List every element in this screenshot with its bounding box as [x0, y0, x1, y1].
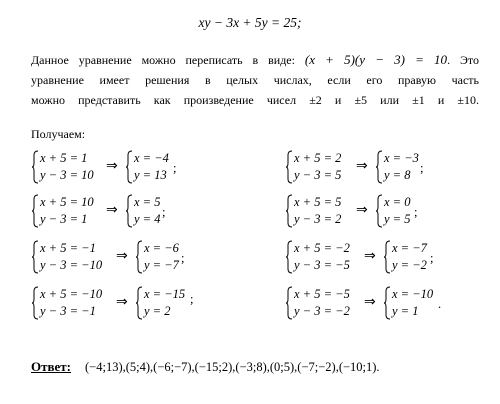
explanation-line-1-tail: . Это — [447, 53, 479, 67]
left-brace-icon — [286, 150, 293, 184]
system-eq-2: y − 3 = −5 — [294, 258, 350, 272]
left-brace-icon — [32, 194, 39, 228]
left-brace-icon — [126, 194, 133, 228]
left-brace-icon — [32, 150, 39, 184]
left-brace-icon — [286, 194, 293, 228]
system-eq-2: y − 3 = −10 — [40, 258, 103, 272]
system-eq-1: x + 5 = −10 — [40, 287, 103, 301]
left-brace-icon — [384, 240, 391, 274]
solution-x: x = −7 — [392, 241, 427, 255]
system-eq-2: y − 3 = −2 — [294, 304, 350, 318]
answer-label: Ответ: — [31, 359, 72, 374]
left-brace-icon — [286, 240, 293, 274]
system-eq-1: x + 5 = −2 — [294, 241, 350, 255]
left-brace-icon — [32, 240, 39, 274]
separator: . — [438, 297, 442, 311]
system-eq-2: y − 3 = 2 — [294, 212, 342, 226]
solution-y: y = 4 — [134, 212, 161, 226]
left-brace-icon — [32, 286, 39, 320]
explanation-line-1 — [31, 50, 479, 70]
separator: ; — [162, 205, 166, 219]
solution-y: y = 8 — [384, 168, 411, 182]
separator: ; — [430, 251, 434, 265]
separator: ; — [173, 161, 177, 175]
explanation-line-2: уравнение имеет решения в целых числах, если его правую часть — [31, 73, 479, 87]
main-equation: xy − 3x + 5y = 25; — [198, 15, 302, 30]
solution-y: y = 5 — [384, 212, 411, 226]
separator: ; — [414, 205, 418, 219]
solution-x: x = 5 — [134, 195, 161, 209]
left-brace-icon — [376, 150, 383, 184]
answer-pairs: (−4;13),(5;4),(−6;−7),(−15;2),(−3;8),(0;5),(−7;−2),(−10;1) — [85, 360, 377, 374]
implies-arrow-icon: ⇒ — [356, 202, 368, 218]
explanation-line-3: можно представить как произведение чисел ±2 и ±5 или ±1 и ±10. — [31, 93, 479, 107]
separator: ; — [190, 292, 194, 306]
implies-arrow-icon: ⇒ — [106, 158, 118, 174]
system-eq-2: y − 3 = −1 — [40, 304, 96, 318]
implies-arrow-icon: ⇒ — [106, 202, 118, 218]
system-eq-2: y − 3 = 10 — [40, 168, 94, 182]
implies-arrow-icon: ⇒ — [364, 248, 376, 264]
left-brace-icon — [384, 286, 391, 320]
left-brace-icon — [126, 150, 133, 184]
left-brace-icon — [136, 240, 143, 274]
factored-equation: (x + 5)(y − 3) = 10 — [304, 52, 448, 67]
system-eq-1: x + 5 = −1 — [40, 241, 96, 255]
system-eq-2: y − 3 = 1 — [40, 212, 88, 226]
solution-y: y = 1 — [392, 304, 419, 318]
left-brace-icon — [376, 194, 383, 228]
solution-x: x = −4 — [134, 151, 169, 165]
left-brace-icon — [286, 286, 293, 320]
answer-end: . — [376, 360, 380, 374]
left-brace-icon — [136, 286, 143, 320]
implies-arrow-icon: ⇒ — [364, 294, 376, 310]
system-eq-1: x + 5 = 5 — [294, 195, 342, 209]
solution-x: x = −6 — [144, 241, 179, 255]
separator: ; — [181, 251, 185, 265]
system-eq-1: x + 5 = 10 — [40, 195, 94, 209]
answer-line — [31, 359, 380, 375]
solution-y: y = 2 — [144, 304, 171, 318]
solution-y: y = 13 — [134, 168, 167, 182]
solution-y: y = −2 — [392, 258, 427, 272]
system-eq-2: y − 3 = 5 — [294, 168, 342, 182]
get-label: Получаем: — [31, 127, 86, 141]
system-eq-1: x + 5 = −5 — [294, 287, 350, 301]
solution-x: x = −3 — [384, 151, 419, 165]
implies-arrow-icon: ⇒ — [116, 248, 128, 264]
explanation-line-1-text: Данное уравнение можно переписать в виде: — [31, 53, 295, 67]
system-eq-1: x + 5 = 1 — [40, 151, 88, 165]
explanation-paragraph — [31, 50, 479, 110]
system-eq-1: x + 5 = 2 — [294, 151, 342, 165]
solution-y: y = −7 — [144, 258, 179, 272]
separator: ; — [420, 161, 424, 175]
solution-x: x = −10 — [392, 287, 434, 301]
solution-x: x = 0 — [384, 195, 411, 209]
solution-x: x = −15 — [144, 287, 186, 301]
implies-arrow-icon: ⇒ — [356, 158, 368, 174]
implies-arrow-icon: ⇒ — [116, 294, 128, 310]
